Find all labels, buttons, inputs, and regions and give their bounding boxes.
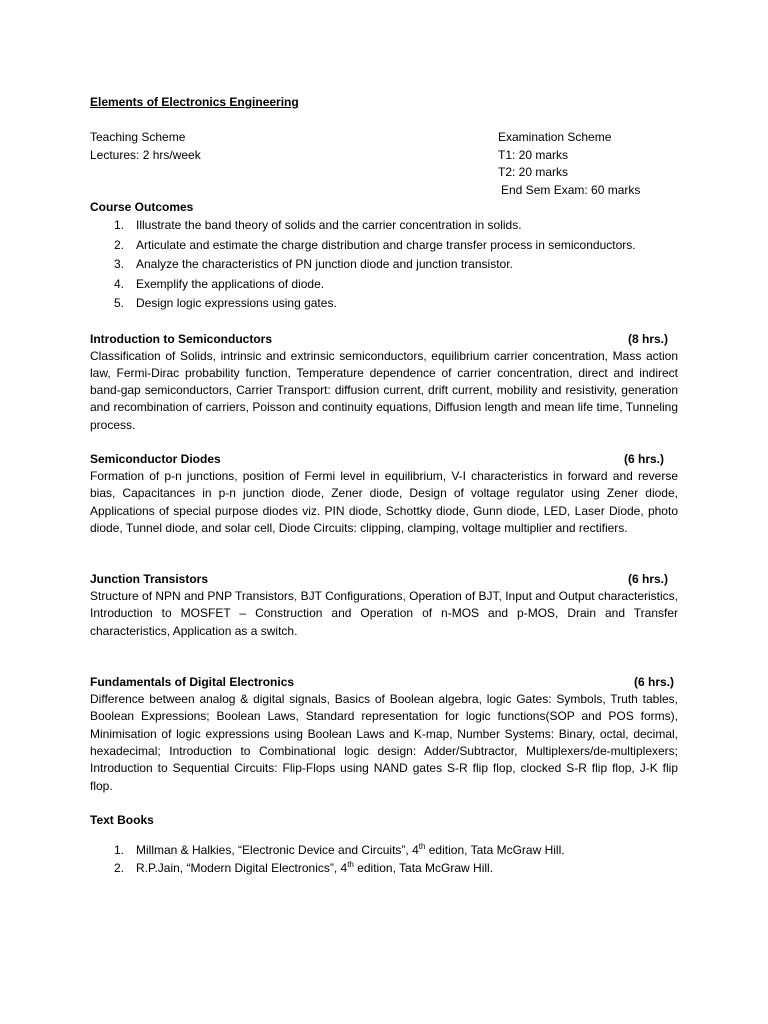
- section-title: Fundamentals of Digital Electronics: [90, 675, 295, 690]
- item-number: 2.: [114, 860, 125, 875]
- teaching-scheme: [90, 129, 490, 199]
- edition-superscript: th: [418, 841, 426, 851]
- list-item: [114, 859, 678, 877]
- lectures-text: Lectures: 2 hrs/week: [90, 147, 201, 162]
- item-text: [136, 859, 493, 877]
- section-intro-semiconductors: [90, 331, 678, 434]
- section-title: Junction Transistors: [90, 572, 209, 587]
- section-body: Classification of Solids, intrinsic and extrinsic semiconductors, equilibrium carrier concentration, Mass action law, Fermi-Dirac probability function, Temperature dependence of carrier concentration, direct and indirect band-gap semiconductors, Carrier Transport: diffusion current, drift current, mobility and resistivity, generation and recombination of carriers, Poisson and continuity equations, Diffusion length and mean life time, Tunneling process.: [90, 348, 678, 432]
- book-text-rest: edition, Tata McGraw Hill.: [425, 842, 565, 857]
- text-books-heading: Text Books: [90, 812, 154, 827]
- item-text: [136, 841, 565, 859]
- section-hours: (8 hrs.): [627, 331, 668, 346]
- section-semiconductor-diodes: [90, 451, 678, 537]
- section-body: Difference between analog & digital signals, Basics of Boolean algebra, logic Gates: Symbols, Truth tables, Boolean Expressions; Boolean Laws, Standard representation for logic functions(SOP and POS forms), Minimisation of logic expressions using Boolean Laws and K-map, Number Systems: Binary, octal, decimal, hexadecimal; Introduction to Combinational logic design: Adder/Subtractor, Multiplexers/de-multiplexers; Introduction to Sequential Circuits: Flip-Flops using NAND gates S-R flip flop, clocked S-R flip flop, J-K flip flop.: [90, 692, 678, 793]
- item-number: 5.: [114, 296, 125, 310]
- section-hours: (6 hrs.): [623, 451, 664, 466]
- item-text: Analyze the characteristics of PN junction diode and junction transistor.: [136, 257, 513, 271]
- list-item: [114, 294, 678, 314]
- section-body-start: Structure of NPN and PNP Transistors: [90, 589, 294, 604]
- list-item: [114, 236, 678, 256]
- red-comma: ,: [293, 589, 298, 604]
- edition-superscript: th: [347, 859, 354, 869]
- t1-marks: T1: 20 marks: [498, 147, 569, 162]
- section-text-books: [90, 812, 678, 877]
- section-body-rest: BJT Configurations, Operation of BJT, Input and Output characteristics, Introduction to MOSFET – Construction and Operation of n-MOS and p-MOS, Drain and Transfer characteristics, Application as a switch.: [90, 589, 679, 638]
- item-text: Exemplify the applications of diode.: [136, 276, 325, 291]
- text-books-list: [90, 841, 678, 877]
- course-outcomes-heading: Course Outcomes: [90, 200, 194, 214]
- item-number: 1.: [114, 842, 125, 857]
- section-header: [90, 451, 678, 468]
- section-title: Introduction to Semiconductors: [90, 331, 272, 346]
- list-item: [114, 275, 678, 295]
- item-number: 1.: [114, 218, 125, 232]
- section-body: Formation of p-n junctions, position of Fermi level in equilibrium, V-I characteristics in forward and reverse bias, Capacitances in p-n junction diode, Zener diode, Design of voltage regulator using Zener diode, Applications of special purpose diodes viz. PIN diode, Schottky diode, Gunn diode, LED, Laser Diode, photo diode, Tunnel diode, and solar cell, Diode Circuits: clipping, clamping, voltage multiplier and rectifiers.: [90, 468, 678, 535]
- document-title: Elements of Electronics Engineering: [90, 95, 299, 109]
- examination-scheme-heading: Examination Scheme: [498, 130, 612, 144]
- section-header: [90, 674, 678, 691]
- list-item: [114, 255, 678, 275]
- section-header: [90, 331, 678, 348]
- section-title: Semiconductor Diodes: [90, 451, 221, 466]
- list-item: [114, 216, 678, 236]
- section-junction-transistors: [90, 571, 678, 640]
- examination-scheme: [498, 129, 678, 199]
- section-hours: (6 hrs.): [633, 675, 674, 690]
- item-text: Articulate and estimate the charge distribution and charge transfer process in semiconductors.: [136, 237, 636, 252]
- item-number: 3.: [114, 257, 125, 271]
- item-text: Illustrate the band theory of solids and the carrier concentration in solids.: [136, 218, 522, 232]
- list-item: [114, 841, 678, 859]
- book-text: R.P.Jain, “Modern Digital Electronics”, 4: [136, 860, 348, 875]
- section-digital-electronics: [90, 674, 678, 795]
- section-body: [90, 588, 678, 640]
- item-number: 4.: [114, 276, 125, 291]
- section-hours: (6 hrs.): [627, 572, 668, 587]
- book-text: Millman & Halkies, “Electronic Device and Circuits”, 4: [136, 842, 419, 857]
- section-header: [90, 571, 678, 588]
- teaching-scheme-heading: Teaching Scheme: [90, 130, 186, 144]
- t2-marks: T2: 20 marks: [498, 165, 569, 179]
- endsem-marks: End Sem Exam: 60 marks: [501, 182, 641, 197]
- schemes-block: [90, 129, 678, 199]
- book-text-rest: edition, Tata McGraw Hill.: [353, 860, 494, 875]
- item-number: 2.: [114, 237, 125, 252]
- item-text: Design logic expressions using gates.: [136, 296, 337, 310]
- course-outcomes-list: [90, 216, 678, 314]
